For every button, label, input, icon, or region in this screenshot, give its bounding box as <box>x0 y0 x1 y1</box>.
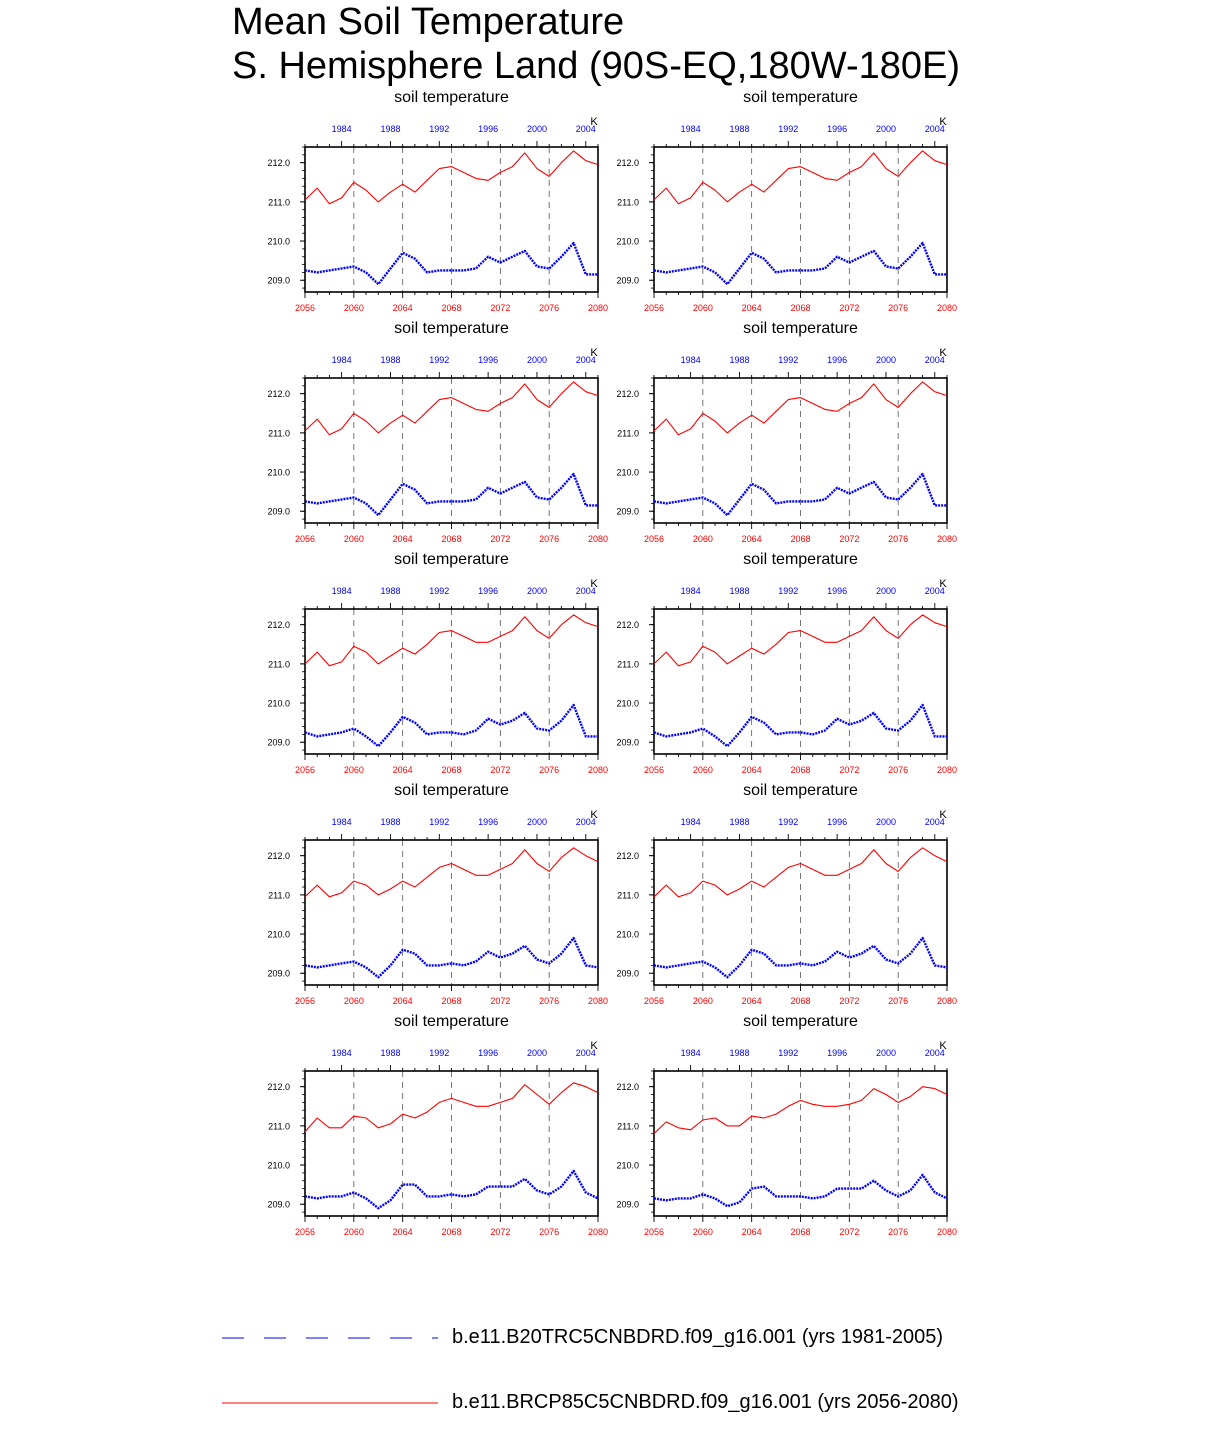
x-top-tick-label: 2004 <box>924 1048 945 1058</box>
x-bottom-tick-label: 2064 <box>741 996 762 1006</box>
x-top-tick-label: 1996 <box>827 817 848 827</box>
x-bottom-tick-label: 2080 <box>587 996 609 1006</box>
x-bottom-tick-label: 2076 <box>539 765 560 775</box>
units-label: K <box>939 347 947 359</box>
y-tick-label: 211.0 <box>617 197 639 208</box>
x-top-tick-label: 1988 <box>380 355 401 365</box>
x-top-tick-label: 1996 <box>827 124 848 134</box>
y-tick-label: 212.0 <box>267 158 290 169</box>
x-top-tick-label: 1984 <box>680 1048 701 1058</box>
x-top-tick-label: 2004 <box>575 1048 596 1058</box>
chart-panel-7 <box>267 782 608 1006</box>
y-tick-label: 211.0 <box>268 659 290 670</box>
x-bottom-tick-label: 2080 <box>587 1227 609 1237</box>
x-bottom-tick-label: 2056 <box>643 765 665 775</box>
y-tick-label: 211.0 <box>268 890 290 901</box>
units-label: K <box>590 116 598 128</box>
x-top-tick-label: 1984 <box>680 124 701 134</box>
legend-label-historical: b.e11.B20TRC5CNBDRD.f09_g16.001 (yrs 1981-2005) <box>452 1326 944 1348</box>
y-tick-label: 210.0 <box>267 698 290 709</box>
x-bottom-tick-label: 2076 <box>888 303 909 313</box>
panel-title: soil temperature <box>743 1013 858 1030</box>
x-bottom-tick-label: 2072 <box>490 534 511 544</box>
x-bottom-tick-label: 2072 <box>490 303 511 313</box>
x-top-tick-label: 1984 <box>680 355 701 365</box>
x-top-tick-label: 1996 <box>478 355 499 365</box>
x-bottom-tick-label: 2080 <box>936 996 958 1006</box>
x-top-tick-label: 2000 <box>526 817 547 827</box>
x-bottom-tick-label: 2068 <box>441 765 462 775</box>
x-bottom-tick-label: 2080 <box>936 1227 958 1237</box>
units-label: K <box>590 1040 598 1052</box>
x-top-tick-label: 1996 <box>827 355 848 365</box>
x-bottom-tick-label: 2080 <box>587 765 609 775</box>
chart-panel-10 <box>616 1013 957 1237</box>
x-top-tick-label: 1992 <box>778 817 799 827</box>
x-top-tick-label: 1992 <box>429 586 450 596</box>
y-tick-label: 210.0 <box>267 467 290 478</box>
y-tick-label: 209.0 <box>616 506 639 517</box>
x-bottom-tick-label: 2080 <box>936 765 958 775</box>
x-top-tick-label: 1988 <box>729 817 750 827</box>
y-tick-label: 210.0 <box>616 698 639 709</box>
x-bottom-tick-label: 2056 <box>294 534 316 544</box>
y-tick-label: 210.0 <box>616 929 639 940</box>
y-tick-label: 212.0 <box>616 620 639 631</box>
x-bottom-tick-label: 2068 <box>790 534 811 544</box>
x-top-tick-label: 1992 <box>778 586 799 596</box>
x-top-tick-label: 1988 <box>729 355 750 365</box>
x-top-tick-label: 1996 <box>478 586 499 596</box>
x-top-tick-label: 1996 <box>478 124 499 134</box>
x-top-tick-label: 1992 <box>778 124 799 134</box>
x-top-tick-label: 1984 <box>331 586 352 596</box>
x-bottom-tick-label: 2072 <box>490 765 511 775</box>
units-label: K <box>939 578 947 590</box>
x-top-tick-label: 2004 <box>924 124 945 134</box>
panel-title: soil temperature <box>394 551 509 568</box>
series-line-historical <box>305 1171 598 1208</box>
x-bottom-tick-label: 2064 <box>741 765 762 775</box>
x-bottom-tick-label: 2064 <box>392 996 413 1006</box>
x-top-tick-label: 2004 <box>924 586 945 596</box>
x-bottom-tick-label: 2064 <box>392 1227 413 1237</box>
x-bottom-tick-label: 2080 <box>936 303 958 313</box>
y-tick-label: 210.0 <box>267 236 290 247</box>
x-top-tick-label: 2000 <box>875 586 896 596</box>
y-tick-label: 209.0 <box>616 968 639 979</box>
x-top-tick-label: 1992 <box>429 817 450 827</box>
x-bottom-tick-label: 2064 <box>741 1227 762 1237</box>
x-top-tick-label: 1996 <box>827 1048 848 1058</box>
x-top-tick-label: 1992 <box>429 124 450 134</box>
x-top-tick-label: 1992 <box>429 1048 450 1058</box>
y-tick-label: 212.0 <box>616 158 639 169</box>
panel-title: soil temperature <box>394 1013 509 1030</box>
y-tick-label: 209.0 <box>616 275 639 286</box>
chart-panel-1 <box>267 89 608 313</box>
panel-title: soil temperature <box>743 782 858 799</box>
y-tick-label: 212.0 <box>267 620 290 631</box>
x-bottom-tick-label: 2068 <box>441 303 462 313</box>
x-bottom-tick-label: 2056 <box>643 534 665 544</box>
x-top-tick-label: 2004 <box>575 586 596 596</box>
x-bottom-tick-label: 2072 <box>839 996 860 1006</box>
x-bottom-tick-label: 2068 <box>790 303 811 313</box>
y-tick-label: 209.0 <box>267 506 290 517</box>
x-top-tick-label: 1988 <box>729 586 750 596</box>
x-top-tick-label: 1984 <box>331 124 352 134</box>
x-bottom-tick-label: 2060 <box>343 1227 364 1237</box>
y-tick-label: 209.0 <box>267 1199 290 1210</box>
x-bottom-tick-label: 2064 <box>392 534 413 544</box>
y-tick-label: 211.0 <box>617 428 639 439</box>
figure-subtitle: S. Hemisphere Land (90S-EQ,180W-180E) <box>232 45 960 87</box>
x-bottom-tick-label: 2080 <box>587 303 609 313</box>
y-tick-label: 212.0 <box>616 389 639 400</box>
x-bottom-tick-label: 2056 <box>294 1227 316 1237</box>
y-tick-label: 211.0 <box>617 890 639 901</box>
y-tick-label: 212.0 <box>267 389 290 400</box>
x-bottom-tick-label: 2056 <box>643 303 665 313</box>
x-bottom-tick-label: 2072 <box>490 996 511 1006</box>
y-tick-label: 210.0 <box>616 467 639 478</box>
x-top-tick-label: 1988 <box>729 124 750 134</box>
y-tick-label: 211.0 <box>617 1121 639 1132</box>
x-top-tick-label: 2000 <box>875 355 896 365</box>
x-top-tick-label: 2000 <box>526 355 547 365</box>
panel-title: soil temperature <box>743 320 858 337</box>
y-tick-label: 212.0 <box>267 851 290 862</box>
x-bottom-tick-label: 2072 <box>839 534 860 544</box>
y-tick-label: 211.0 <box>268 197 290 208</box>
x-top-tick-label: 2004 <box>575 355 596 365</box>
x-top-tick-label: 1996 <box>827 586 848 596</box>
y-tick-label: 210.0 <box>616 1160 639 1171</box>
x-bottom-tick-label: 2064 <box>392 765 413 775</box>
y-tick-label: 211.0 <box>268 428 290 439</box>
units-label: K <box>939 116 947 128</box>
x-bottom-tick-label: 2056 <box>643 996 665 1006</box>
x-top-tick-label: 1988 <box>380 124 401 134</box>
x-top-tick-label: 1988 <box>729 1048 750 1058</box>
x-bottom-tick-label: 2076 <box>539 996 560 1006</box>
y-tick-label: 209.0 <box>616 737 639 748</box>
x-top-tick-label: 2004 <box>575 817 596 827</box>
y-tick-label: 211.0 <box>268 1121 290 1132</box>
panel-title: soil temperature <box>394 320 509 337</box>
y-tick-label: 212.0 <box>616 1082 639 1093</box>
x-bottom-tick-label: 2080 <box>936 534 958 544</box>
x-bottom-tick-label: 2076 <box>539 534 560 544</box>
x-bottom-tick-label: 2068 <box>441 996 462 1006</box>
y-tick-label: 209.0 <box>267 275 290 286</box>
panel-title: soil temperature <box>743 89 858 106</box>
x-top-tick-label: 1996 <box>478 1048 499 1058</box>
x-bottom-tick-label: 2060 <box>692 303 713 313</box>
x-top-tick-label: 1992 <box>429 355 450 365</box>
x-bottom-tick-label: 2060 <box>343 765 364 775</box>
x-bottom-tick-label: 2068 <box>441 534 462 544</box>
x-bottom-tick-label: 2076 <box>888 1227 909 1237</box>
units-label: K <box>939 809 947 821</box>
units-label: K <box>590 809 598 821</box>
x-top-tick-label: 1984 <box>331 355 352 365</box>
y-tick-label: 209.0 <box>267 737 290 748</box>
x-bottom-tick-label: 2060 <box>692 996 713 1006</box>
x-top-tick-label: 1996 <box>478 817 499 827</box>
y-tick-label: 212.0 <box>616 851 639 862</box>
x-bottom-tick-label: 2060 <box>343 996 364 1006</box>
y-tick-label: 210.0 <box>616 236 639 247</box>
figure-title: Mean Soil Temperature <box>232 1 625 43</box>
x-bottom-tick-label: 2064 <box>392 303 413 313</box>
panel-title: soil temperature <box>743 551 858 568</box>
x-bottom-tick-label: 2064 <box>741 534 762 544</box>
chart-panel-4 <box>616 320 957 544</box>
x-top-tick-label: 1984 <box>331 1048 352 1058</box>
x-bottom-tick-label: 2056 <box>294 765 316 775</box>
x-bottom-tick-label: 2060 <box>343 534 364 544</box>
chart-panel-3 <box>267 320 608 544</box>
x-top-tick-label: 1984 <box>331 817 352 827</box>
x-top-tick-label: 1992 <box>778 1048 799 1058</box>
x-bottom-tick-label: 2060 <box>692 534 713 544</box>
chart-panel-6 <box>616 551 957 775</box>
x-bottom-tick-label: 2068 <box>790 1227 811 1237</box>
legend-swatch-future <box>216 1393 446 1413</box>
x-bottom-tick-label: 2080 <box>587 534 609 544</box>
chart-panel-2 <box>616 89 957 313</box>
x-top-tick-label: 1992 <box>778 355 799 365</box>
x-bottom-tick-label: 2072 <box>490 1227 511 1237</box>
units-label: K <box>939 1040 947 1052</box>
units-label: K <box>590 347 598 359</box>
x-bottom-tick-label: 2068 <box>441 1227 462 1237</box>
x-bottom-tick-label: 2056 <box>643 1227 665 1237</box>
x-bottom-tick-label: 2068 <box>790 765 811 775</box>
x-top-tick-label: 1988 <box>380 1048 401 1058</box>
x-bottom-tick-label: 2072 <box>839 765 860 775</box>
x-bottom-tick-label: 2060 <box>343 303 364 313</box>
x-bottom-tick-label: 2076 <box>888 534 909 544</box>
x-bottom-tick-label: 2056 <box>294 996 316 1006</box>
x-bottom-tick-label: 2076 <box>888 996 909 1006</box>
x-top-tick-label: 2000 <box>875 1048 896 1058</box>
y-tick-label: 211.0 <box>617 659 639 670</box>
y-tick-label: 210.0 <box>267 929 290 940</box>
y-tick-label: 209.0 <box>267 968 290 979</box>
x-top-tick-label: 2000 <box>875 817 896 827</box>
x-top-tick-label: 1984 <box>680 586 701 596</box>
x-top-tick-label: 1988 <box>380 817 401 827</box>
x-top-tick-label: 1984 <box>680 817 701 827</box>
x-bottom-tick-label: 2064 <box>741 303 762 313</box>
x-top-tick-label: 2004 <box>575 124 596 134</box>
x-bottom-tick-label: 2060 <box>692 765 713 775</box>
series-line-historical <box>654 1175 947 1206</box>
x-bottom-tick-label: 2056 <box>294 303 316 313</box>
legend-swatch-historical <box>216 1328 446 1348</box>
x-top-tick-label: 2004 <box>924 817 945 827</box>
chart-panel-9 <box>267 1013 608 1237</box>
x-top-tick-label: 2000 <box>526 124 547 134</box>
legend-label-future: b.e11.BRCP85C5CNBDRD.f09_g16.001 (yrs 2056-2080) <box>452 1391 959 1413</box>
x-bottom-tick-label: 2072 <box>839 303 860 313</box>
y-tick-label: 212.0 <box>267 1082 290 1093</box>
panel-title: soil temperature <box>394 89 509 106</box>
y-tick-label: 210.0 <box>267 1160 290 1171</box>
x-bottom-tick-label: 2060 <box>692 1227 713 1237</box>
x-top-tick-label: 2004 <box>924 355 945 365</box>
panel-title: soil temperature <box>394 782 509 799</box>
x-top-tick-label: 2000 <box>526 1048 547 1058</box>
y-tick-label: 209.0 <box>616 1199 639 1210</box>
x-top-tick-label: 2000 <box>526 586 547 596</box>
x-bottom-tick-label: 2068 <box>790 996 811 1006</box>
chart-panel-5 <box>267 551 608 775</box>
x-bottom-tick-label: 2076 <box>539 303 560 313</box>
x-bottom-tick-label: 2076 <box>539 1227 560 1237</box>
chart-panel-8 <box>616 782 957 1006</box>
x-bottom-tick-label: 2072 <box>839 1227 860 1237</box>
x-bottom-tick-label: 2076 <box>888 765 909 775</box>
x-top-tick-label: 2000 <box>875 124 896 134</box>
x-top-tick-label: 1988 <box>380 586 401 596</box>
units-label: K <box>590 578 598 590</box>
